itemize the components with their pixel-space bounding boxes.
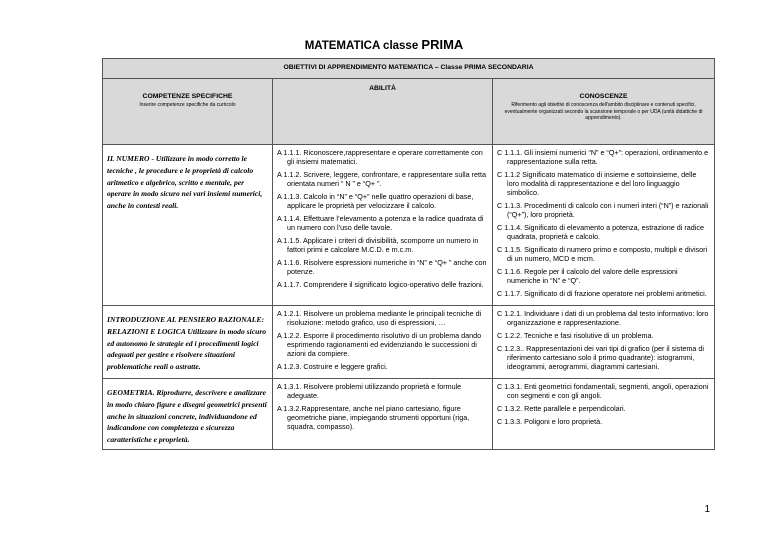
abilita-cell: [273, 145, 493, 306]
conoscenze-cell: [493, 306, 715, 379]
conoscenze-item: C 1.1.6. Regole per il calcolo del valore delle espressioni numeriche in “N” e “Q”.: [497, 267, 678, 285]
abilita-item: A 1.1.3. Calcolo in “N” e “Q+” nelle quattro operazioni di base, applicare le proprietà per velocizzare il calcolo.: [277, 192, 474, 210]
conoscenze-item: C 1.1.3. Procedimenti di calcolo con i numeri interi (“N”) e razionali (“Q+”), loro proprietà.: [497, 201, 709, 219]
abilita-item: A 1.3.2.Rappresentare, anche nel piano cartesiano, figure geometriche piane, impiegando strumenti opportuni (riga, squadra, compasso).: [277, 404, 470, 431]
column-header-abilita: ABILITÀ: [273, 79, 493, 145]
abilita-item: A 1.1.5. Applicare i criteri di divisibilità, scomporre un numero in fattori primi e calcolare M.C.D. e m.c.m.: [277, 236, 479, 254]
conoscenze-item: C 1.1.2 Significato matematico di insieme e sottoinsieme, delle loro modalità di rappresentazione e del loro linguaggio simbolico.: [497, 170, 697, 197]
conoscenze-item: C 1.1.5. Significato di numero primo e composto, multipli e divisori di un numero, MCD e mcm.: [497, 245, 708, 263]
competenza-cell: IL NUMERO - Utilizzare in modo corretto le tecniche , le procedure e le proprietà di calcolo aritmetico e algebrico, scritto e mentale, per operare in modo sicuro nei vari insiemi numerici, anche in contesti reali.: [103, 145, 273, 306]
curriculum-table: [102, 58, 715, 450]
abilita-cell: [273, 306, 493, 379]
conoscenze-item: C 1.1.4. Significato di elevamento a potenza, estrazione di radice quadrata, proprietà e calcolo.: [497, 223, 704, 241]
abilita-item: A 1.3.1. Risolvere problemi utilizzando proprietà e formule adeguate.: [277, 382, 462, 400]
column-header-conoscenze: CONOSCENZE Riferimento agli obiettivi di conoscenza dell'ambito disciplinare e contenuti specifici, eventualmente organizzati secondo la scansione temporale o per UDA (unità didattiche di apprendimento).: [493, 79, 715, 145]
abilita-item: A 1.1.2. Scrivere, leggere, confrontare, e rappresentare sulla retta orientata numeri “ N ” e “Q+ ”.: [277, 170, 486, 188]
column-header-competenze: COMPETENZE SPECIFICHE Inserire competenze specifiche da curricolo: [103, 79, 273, 145]
conoscenze-item: C 1.1.7. Significato di di frazione operatore nei problemi aritmetici.: [497, 289, 707, 298]
conoscenze-item: C 1.3.1. Enti geometrici fondamentali, segmenti, angoli, operazioni con segmenti e con gli angoli.: [497, 382, 709, 400]
table-row: [103, 306, 715, 379]
abilita-item: A 1.1.6. Risolvere espressioni numeriche in “N” e “Q+ ” anche con potenze.: [277, 258, 487, 276]
abilita-item: A 1.2.2. Esporre il procedimento risolutivo di un problema dando esprimendo ragionamenti ed evidenziando le successioni di azioni da compiere.: [277, 331, 482, 358]
abilita-item: A 1.1.4. Effettuare l’elevamento a potenza e la radice quadrata di un numero con l’uso delle tavole.: [277, 214, 484, 232]
abilita-item: A 1.1.1. Riconoscere,rappresentare e operare correttamente con gli insiemi matematici.: [277, 148, 483, 166]
conoscenze-item: C 1.2.1. Individuare i dati di un problema dal testo informativo: loro organizzazione e rappresentazione.: [497, 309, 709, 327]
page-number: 1: [704, 504, 710, 515]
competenza-cell: GEOMETRIA. Riprodurre, descrivere e analizzare in modo chiaro figure e disegni geometrici presenti anche in situazioni concrete, individuandone ed indicandone con completezza e sicurezza caratteristiche e proprietà.: [103, 379, 273, 450]
table-row: [103, 379, 715, 450]
table-row: [103, 145, 715, 306]
conoscenze-item: C 1.2.2. Tecniche e fasi risolutive di un problema.: [497, 331, 654, 340]
abilita-cell: [273, 379, 493, 450]
conoscenze-cell: [493, 145, 715, 306]
conoscenze-item: C 1.3.2. Rette parallele e perpendicolari.: [497, 404, 626, 413]
abilita-item: A 1.2.1. Risolvere un problema mediante le principali tecniche di risoluzione: metodo grafico, uso di espressioni, …: [277, 309, 482, 327]
conoscenze-item: C 1.3.3. Poligoni e loro proprietà.: [497, 417, 603, 426]
objectives-header: OBIETTIVI DI APPRENDIMENTO MATEMATICA – Classe PRIMA SECONDARIA: [103, 59, 715, 79]
conoscenze-item: C 1.2.3.. Rappresentazioni dei vari tipi di grafico (per il sistema di riferimento cartesiano solo il primo quadrante): istogrammi, ideogrammi, aerogrammi, diagrammi cartesiani.: [497, 344, 704, 371]
conoscenze-cell: [493, 379, 715, 450]
competenza-cell: INTRODUZIONE AL PENSIERO RAZIONALE: RELAZIONI E LOGICA Utilizzare in modo sicuro ed autonomo le strategie ed i procedimenti logici adeguati per gestire e risolvere situazioni problematiche reali o astratte.: [103, 306, 273, 379]
conoscenze-item: C 1.1.1. Gli insiemi numerici “N” e “Q+”: operazioni, ordinamento e rappresentazione sulla retta.: [497, 148, 709, 166]
page-title: MATEMATICA classe PRIMA: [304, 37, 464, 52]
abilita-item: A 1.1.7. Comprendere il significato logico-operativo delle frazioni.: [277, 280, 484, 289]
abilita-item: A 1.2.3. Costruire e leggere grafici.: [277, 362, 388, 371]
